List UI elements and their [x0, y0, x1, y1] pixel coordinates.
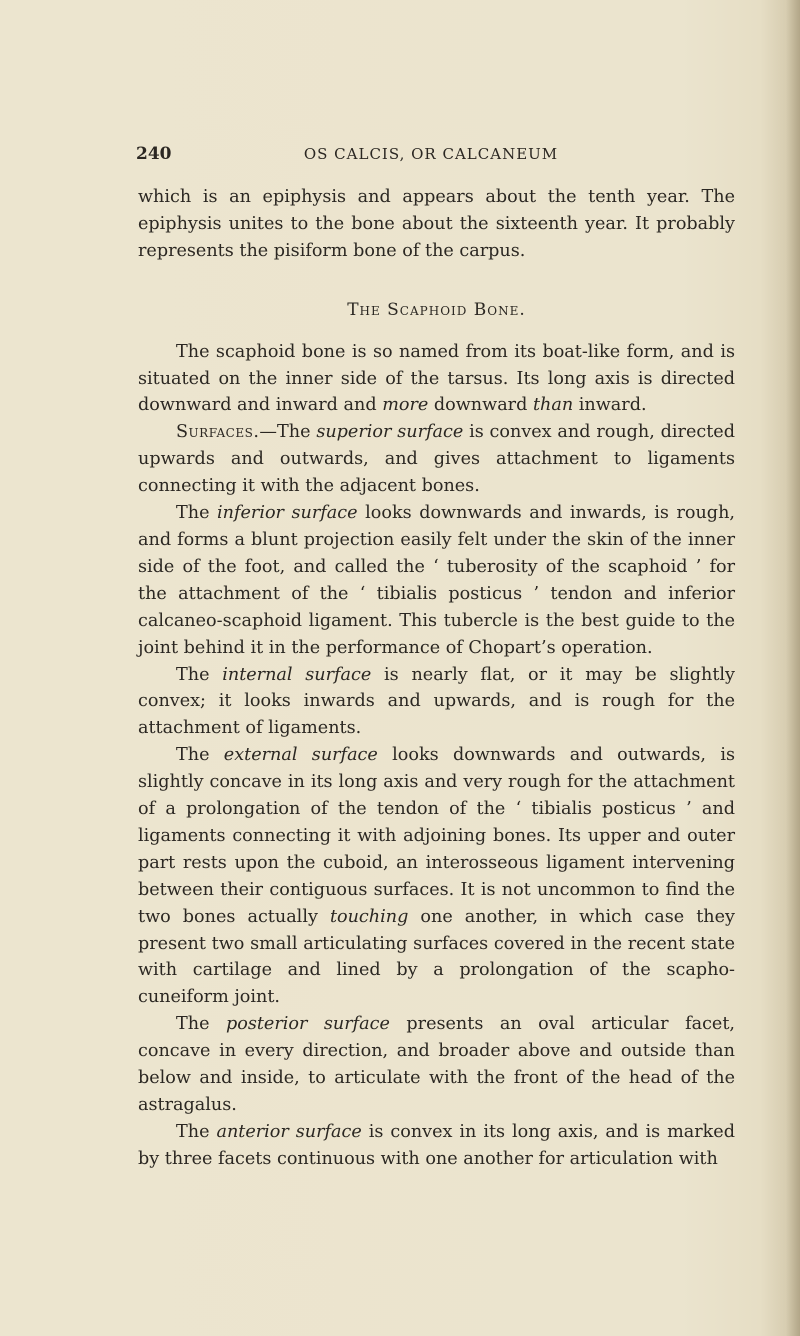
paragraph-inferior-surface: The inferior surface looks downwards and inwards, is rough, and forms a blunt projection easily felt under the skin of the inner side of the foot, and called the ‘ tuberosity of the scaphoid ’ for the attachment of the ‘ tibialis posticus ’ tendon and inferior calcaneo-scaphoid ligament. This tubercle is the best guide to the joint behind it in the performance of Chopart’s operation.	[138, 503, 735, 658]
page-edge-shadow	[786, 0, 800, 1336]
paragraph-posterior-surface: The posterior surface presents an oval articular facet, concave in every direction, and broader above and outside than below and inside, to articulate with the front of the head of the astragalus.	[138, 1014, 735, 1115]
page-number: 240	[136, 144, 172, 164]
paragraph-continuation: which is an epiphysis and appears about the tenth year. The epiphysis unites to the bone about the sixteenth year. It probably represents the pisiform bone of the carpus.	[138, 187, 735, 261]
page-header	[136, 144, 726, 170]
paragraph-superior-surface: Surfaces.—The superior surface is convex and rough, directed upwards and outwards, and gives attachment to ligaments connecting it with the adjacent bones.	[138, 422, 735, 497]
section-title: The Scaphoid Bone.	[347, 299, 526, 320]
paragraph-external-surface: The external surface looks downwards and outwards, is slightly concave in its long axis and very rough for the attachment of a prolongation of the tendon of the ‘ tibialis posticus ’ and ligaments connecting it with adjoining bones. Its upper and outer part rests upon the cuboid, an interosseous ligament intervening between their contiguous surfaces. It is not uncommon to find the two bones actually touching one another, in which case they present two small articulating surfaces covered in the recent state with cartilage and lined by a prolongation of the scapho-cuneiform joint.	[138, 745, 735, 1008]
running-head: OS CALCIS, OR CALCANEUM	[303, 145, 559, 163]
paragraph-internal-surface: The internal surface is nearly flat, or it may be slightly convex; it looks inwards and upwards, and is rough for the attachment of ligaments.	[138, 664, 735, 739]
paragraph-anterior-surface: The anterior surface is convex in its long axis, and is marked by three facets continuous with one another for articulation with	[138, 1121, 735, 1169]
paragraph-intro: The scaphoid bone is so named from its boat-like form, and is situated on the inner side of the tarsus. Its long axis is directed downward and inward and more downward than inward.	[138, 341, 735, 416]
body-text	[138, 184, 735, 1173]
